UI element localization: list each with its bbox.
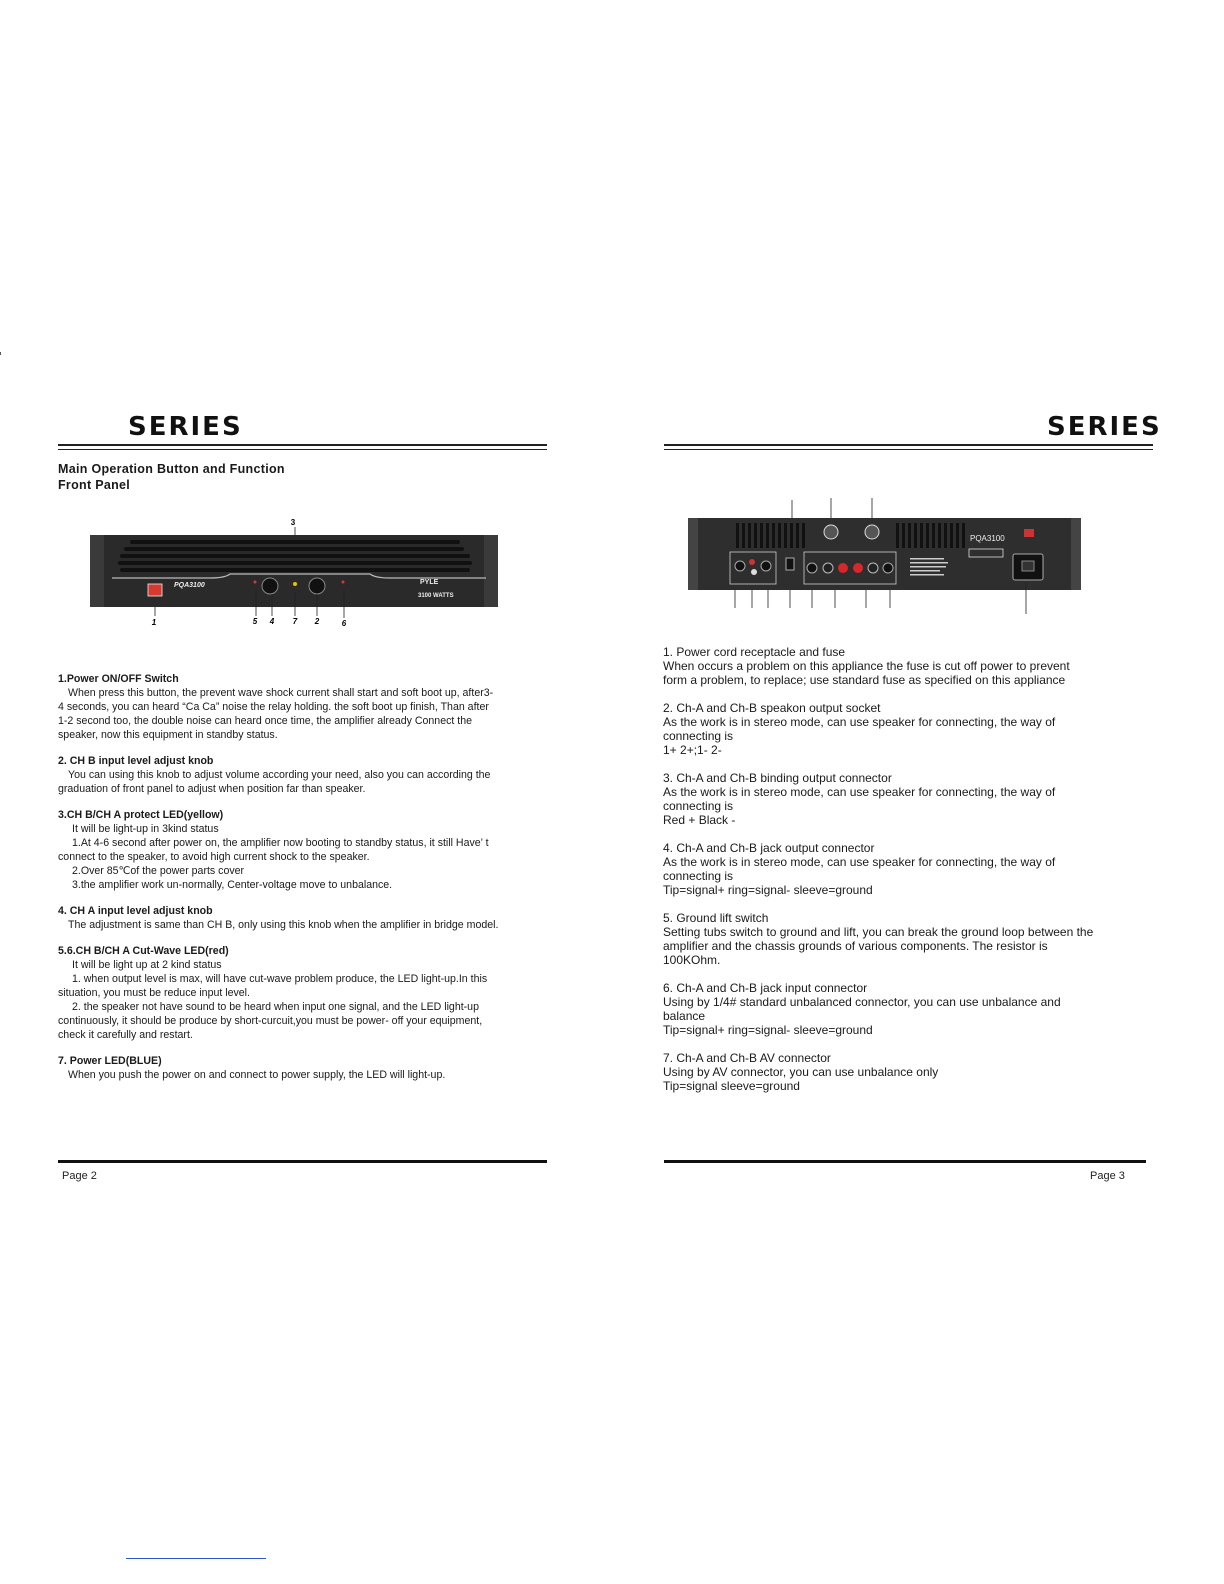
item-title: 2. CH B input level adjust knob [58, 755, 214, 767]
binding-post-b-black [868, 563, 878, 573]
item-line: connecting is [663, 799, 734, 813]
callout-label-2: 2 [314, 617, 320, 626]
power-switch [148, 584, 162, 596]
fuse-holder [1022, 561, 1034, 571]
header-rule-thin [664, 449, 1153, 450]
item-line: Setting tubs switch to ground and lift, you can break the ground loop between the [663, 925, 1094, 939]
footer-rule [58, 1160, 547, 1163]
ground-lift-switch [786, 558, 794, 570]
jack-input-b [761, 561, 771, 571]
cut-wave-led-b [254, 581, 257, 584]
rear-panel-function-list [663, 645, 1153, 1107]
rear-item-speakon [663, 701, 1153, 757]
callout-label-6: 6 [341, 619, 347, 628]
page-number: Page 3 [1090, 1170, 1125, 1182]
speakon-a [824, 525, 838, 539]
section-heading: Main Operation Button and Function [58, 462, 285, 476]
item-line: You can using this knob to adjust volume according your need, also you can according the [68, 769, 491, 781]
callout-label-1: 1 [151, 618, 157, 627]
header-rule [58, 444, 547, 446]
item-line: Tip=signal sleeve=ground [663, 1079, 800, 1093]
series-title: SERIES [1047, 412, 1162, 442]
item-line: As the work is in stereo mode, can use speaker for connecting, the way of [663, 785, 1056, 799]
rack-ear-left [688, 518, 698, 590]
item-line: When you push the power on and connect to power supply, the LED will light-up. [68, 1069, 446, 1081]
item-line: 3.the amplifier work un-normally, Center-voltage move to unbalance. [72, 879, 393, 891]
rear-panel-illustration [688, 496, 1088, 618]
item-line: continuously, it should be produce by short-curcuit,you must be power- off your equipment, [58, 1015, 483, 1027]
item-line: situation, you must be reduce input level. [58, 987, 250, 999]
item-title: 1. Power cord receptacle and fuse [663, 645, 846, 659]
item-line: amplifier and the chassis grounds of various components. The resistor is [663, 939, 1048, 953]
header-rule-thin [58, 449, 547, 450]
item-title: 6. Ch-A and Ch-B jack input connector [663, 981, 868, 995]
rear-item-av-connector [663, 1051, 1153, 1093]
jack-input-a [735, 561, 745, 571]
series-title: SERIES [128, 412, 243, 442]
item-line: When press this button, the prevent wave shock current shall start and soft boot up, after3- [68, 687, 494, 699]
item-line: Using by 1/4# standard unbalanced connector, you can use unbalance and [663, 995, 1061, 1009]
binding-post-a-black [823, 563, 833, 573]
callout-label-7: 7 [292, 617, 298, 626]
item-line: connecting is [663, 869, 734, 883]
rack-ear-right [1071, 518, 1081, 590]
item-title: 4. CH A input level adjust knob [58, 905, 213, 917]
item-line: Red + Black - [663, 813, 736, 827]
footer-link-underline [126, 1558, 266, 1559]
item-line: connect to the speaker, to avoid high current shock to the speaker. [58, 851, 370, 863]
item-line: 100KOhm. [663, 953, 721, 967]
item-line: check it carefully and restart. [58, 1029, 193, 1041]
section-subheading: Front Panel [58, 478, 131, 492]
item-line: 1-2 second too, the double noise can heard once time, the amplifier already Connect the [58, 715, 473, 727]
right-page [612, 0, 1224, 1584]
item-title: 5.6.CH B/CH A Cut-Wave LED(red) [58, 945, 229, 957]
item-line: 2.Over 85℃of the power parts cover [72, 865, 245, 877]
item-title: 5. Ground lift switch [663, 911, 769, 925]
item-title: 1.Power ON/OFF Switch [58, 673, 179, 685]
item-title: 3.CH B/CH A protect LED(yellow) [58, 809, 224, 821]
item-title: 3. Ch-A and Ch-B binding output connector [663, 771, 892, 785]
item-line: 4 seconds, you can heard “Ca Ca” noise the relay holding. the soft boot up finish, Than after [58, 701, 489, 713]
footer-rule [664, 1160, 1146, 1163]
item-line: Tip=signal+ ring=signal- sleeve=ground [663, 883, 873, 897]
rack-ear-left [90, 535, 104, 607]
model-label: PQA3100 [174, 582, 205, 589]
item-line: When occurs a problem on this appliance the fuse is cut off power to prevent [663, 659, 1070, 673]
rear-item-binding-post [663, 771, 1153, 827]
binding-post-b-red [853, 563, 863, 573]
page-number: Page 2 [62, 1170, 97, 1182]
item-line: As the work is in stereo mode, can use speaker for connecting, the way of [663, 715, 1056, 729]
rack-ear-right [484, 535, 498, 607]
rear-model-label: PQA3100 [970, 534, 1005, 543]
function-item-chb-knob [58, 754, 548, 796]
rear-item-jack-output [663, 841, 1153, 897]
function-item-power-led [58, 1054, 548, 1082]
item-line: 1+ 2+;1- 2- [663, 743, 722, 757]
function-item-cut-wave-led [58, 944, 548, 1042]
item-line: connecting is [663, 729, 734, 743]
item-title: 4. Ch-A and Ch-B jack output connector [663, 841, 875, 855]
speakon-b [865, 525, 879, 539]
item-line: graduation of front panel to adjust when position far than speaker. [58, 783, 366, 795]
item-title: 2. Ch-A and Ch-B speakon output socket [663, 701, 881, 715]
binding-post-a-red [838, 563, 848, 573]
function-item-cha-knob [58, 904, 548, 932]
av-input-a [749, 559, 755, 565]
rear-item-power-receptacle [663, 645, 1153, 687]
voltage-selector [1024, 529, 1034, 537]
cut-wave-led-a [342, 581, 345, 584]
callout-label-5: 5 [252, 617, 258, 626]
item-line: As the work is in stereo mode, can use speaker for connecting, the way of [663, 855, 1056, 869]
ch-b-knob [262, 578, 278, 594]
front-panel-illustration [90, 512, 510, 630]
item-line: Tip=signal+ ring=signal- sleeve=ground [663, 1023, 873, 1037]
function-item-power-switch [58, 672, 548, 742]
item-line: 1. when output level is max, will have cut-wave problem produce, the LED light-up.In this [72, 973, 488, 985]
header-rule [664, 444, 1153, 446]
item-line: balance [663, 1009, 706, 1023]
item-line: The adjustment is same than CH B, only using this knob when the amplifier in bridge model. [68, 919, 499, 931]
front-panel-function-list [58, 672, 548, 1094]
jack-output-b [883, 563, 893, 573]
protect-led [293, 582, 297, 586]
item-line: 1.At 4-6 second after power on, the amplifier now booting to standby status, it still Have’ t [72, 837, 489, 849]
brand-label: PYLE [420, 579, 439, 586]
item-line: It will be light-up in 3kind status [72, 823, 219, 835]
jack-output-a [807, 563, 817, 573]
item-line: 2. the speaker not have sound to be heard when input one signal, and the LED light-up [72, 1001, 479, 1013]
item-line: Using by AV connector, you can use unbalance only [663, 1065, 939, 1079]
function-item-protect-led [58, 808, 548, 892]
item-title: 7. Power LED(BLUE) [58, 1055, 162, 1067]
ch-a-knob [309, 578, 325, 594]
rear-item-ground-lift [663, 911, 1153, 967]
watts-label: 3100 WATTS [418, 593, 454, 599]
item-title: 7. Ch-A and Ch-B AV connector [663, 1051, 831, 1065]
callout-label-4: 4 [269, 617, 275, 626]
item-line: It will be light up at 2 kind status [72, 959, 222, 971]
item-line: form a problem, to replace; use standard fuse as specified on this appliance [663, 673, 1066, 687]
callout-label-3: 3 [290, 518, 296, 527]
rear-item-jack-input [663, 981, 1153, 1037]
item-line: speaker, now this equipment in standby status. [58, 729, 278, 741]
av-input-b [751, 569, 757, 575]
